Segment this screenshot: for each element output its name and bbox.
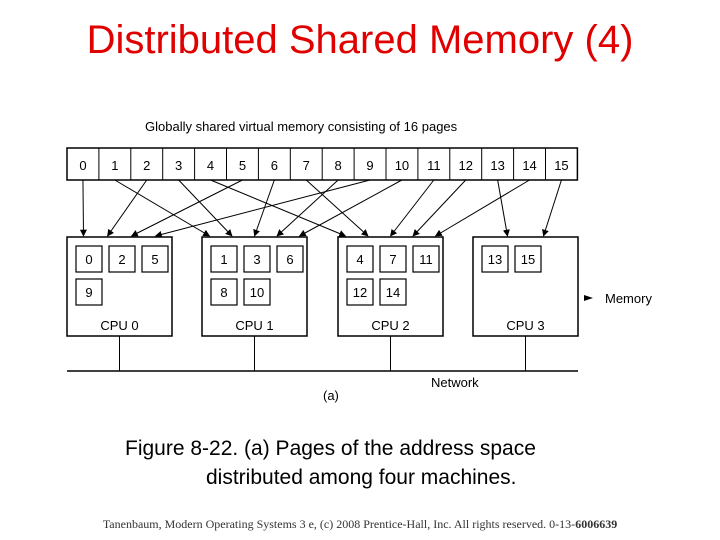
mapping-arrow [544, 180, 562, 236]
page-cell-label: 14 [522, 158, 537, 173]
cpu-label: CPU 3 [506, 318, 545, 333]
page-cell-label: 12 [458, 158, 473, 173]
diagram-heading: Globally shared virtual memory consisting of 16 pages [145, 119, 458, 134]
cpu-page-label: 6 [286, 252, 294, 267]
mapping-arrow [108, 180, 147, 236]
cpu-label: CPU 0 [100, 318, 139, 333]
page-cell-label: 1 [111, 158, 119, 173]
caption-line-1: Figure 8-22. (a) Pages of the address space [125, 437, 536, 460]
footer [0, 517, 720, 532]
cpu-page-label: 7 [389, 252, 397, 267]
network-label: Network [431, 375, 479, 390]
page-cell-label: 13 [490, 158, 505, 173]
slide-title: Distributed Shared Memory (4) [86, 18, 634, 62]
page-cell-label: 15 [554, 158, 569, 173]
memory-label: Memory [605, 291, 652, 306]
cpu-page-label: 14 [385, 285, 401, 300]
cpu-label: CPU 2 [371, 318, 410, 333]
mapping-arrow [413, 180, 466, 236]
page-cell-label: 7 [302, 158, 310, 173]
cpu-page-label: 8 [220, 285, 228, 300]
subfigure-label: (a) [323, 388, 339, 403]
page-strip [67, 148, 577, 180]
cpu-label: CPU 1 [235, 318, 274, 333]
mapping-arrow [83, 180, 84, 236]
mapping-arrow [211, 180, 346, 236]
page-cell-label: 11 [427, 158, 441, 173]
page-cell-label: 5 [238, 158, 247, 173]
cpu-page-label: 5 [151, 252, 159, 267]
cpu-page-label: 1 [220, 252, 228, 267]
cpu-page-label: 0 [85, 252, 93, 267]
cpu-page-label: 13 [487, 252, 503, 267]
cpu-page-label: 9 [85, 285, 93, 300]
mapping-arrow [391, 180, 434, 236]
cpu-page-label: 4 [356, 252, 364, 267]
mapping-arrow [277, 180, 338, 236]
cpu-page-label: 3 [253, 252, 261, 267]
page-cell-label: 10 [394, 158, 410, 173]
cpu-page-label: 2 [118, 252, 126, 267]
mapping-arrows [83, 180, 562, 236]
page-cell-label: 4 [206, 158, 215, 173]
cpu-page-label: 11 [419, 252, 433, 267]
page-cell-label: 0 [79, 158, 87, 173]
footer-text: Tanenbaum, Modern Operating Systems 3 e, (c) 2008 Prentice-Hall, Inc. All rights reserved. 0-13- [102, 517, 576, 531]
mapping-arrow [436, 180, 530, 236]
page-cell-label: 8 [334, 158, 342, 173]
page-cell-label: 6 [270, 158, 278, 173]
page-cell-label: 3 [175, 158, 183, 173]
page-cell-label: 9 [366, 158, 374, 173]
cpu-group [67, 237, 652, 336]
memory-pointer-icon [584, 295, 593, 301]
figure-caption [100, 434, 620, 492]
mapping-arrow [115, 180, 210, 236]
network [67, 336, 578, 403]
caption-line-2: distributed among four machines. [206, 466, 517, 489]
mapping-arrow [498, 180, 508, 236]
page-cell-label: 2 [143, 158, 151, 173]
footer-isbn: 6006639 [575, 517, 618, 531]
cpu-page-label: 10 [249, 285, 265, 300]
cpu-page-label: 15 [520, 252, 536, 267]
mapping-arrow [255, 180, 275, 236]
cpu-page-label: 12 [352, 285, 368, 300]
